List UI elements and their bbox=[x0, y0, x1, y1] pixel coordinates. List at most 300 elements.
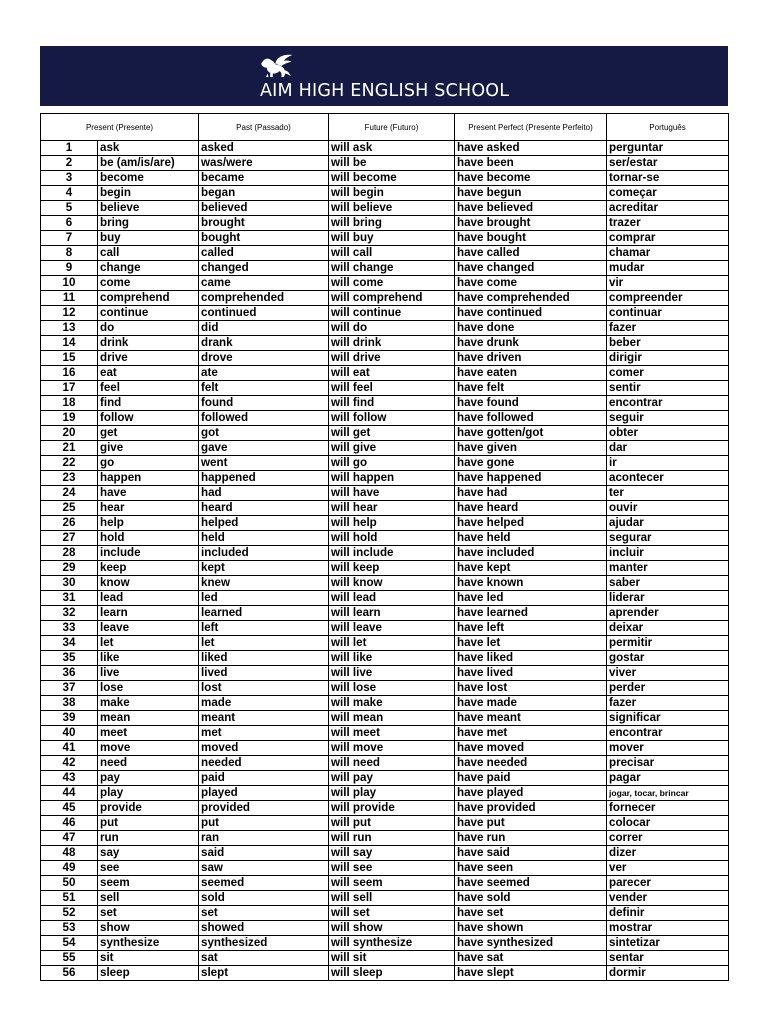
portuguese-cell: viver bbox=[607, 666, 729, 681]
past-cell: had bbox=[199, 486, 329, 501]
verb-conjugation-table bbox=[40, 113, 729, 981]
past-cell: changed bbox=[199, 261, 329, 276]
portuguese-cell: gostar bbox=[607, 651, 729, 666]
past-cell: came bbox=[199, 276, 329, 291]
present-cell: do bbox=[98, 321, 199, 336]
table-row bbox=[41, 636, 729, 651]
row-number: 33 bbox=[41, 621, 98, 636]
future-cell: will lead bbox=[329, 591, 455, 606]
table-row bbox=[41, 291, 729, 306]
present-perfect-cell: have seemed bbox=[455, 876, 607, 891]
portuguese-cell: incluir bbox=[607, 546, 729, 561]
present-perfect-cell: have slept bbox=[455, 966, 607, 981]
present-perfect-cell: have been bbox=[455, 156, 607, 171]
present-perfect-cell: have comprehended bbox=[455, 291, 607, 306]
table-row bbox=[41, 651, 729, 666]
portuguese-cell: encontrar bbox=[607, 396, 729, 411]
present-cell: play bbox=[98, 786, 199, 801]
present-perfect-cell: have learned bbox=[455, 606, 607, 621]
table-row bbox=[41, 741, 729, 756]
portuguese-cell: permitir bbox=[607, 636, 729, 651]
past-cell: met bbox=[199, 726, 329, 741]
table-row bbox=[41, 336, 729, 351]
present-cell: need bbox=[98, 756, 199, 771]
row-number: 29 bbox=[41, 561, 98, 576]
present-cell: buy bbox=[98, 231, 199, 246]
present-perfect-cell: have brought bbox=[455, 216, 607, 231]
present-perfect-cell: have changed bbox=[455, 261, 607, 276]
past-cell: ran bbox=[199, 831, 329, 846]
future-cell: will buy bbox=[329, 231, 455, 246]
portuguese-cell: manter bbox=[607, 561, 729, 576]
present-cell: know bbox=[98, 576, 199, 591]
future-cell: will run bbox=[329, 831, 455, 846]
table-row bbox=[41, 816, 729, 831]
present-perfect-cell: have come bbox=[455, 276, 607, 291]
present-perfect-cell: have bought bbox=[455, 231, 607, 246]
present-perfect-cell: have liked bbox=[455, 651, 607, 666]
future-cell: will help bbox=[329, 516, 455, 531]
future-cell: will make bbox=[329, 696, 455, 711]
present-cell: find bbox=[98, 396, 199, 411]
portuguese-cell: continuar bbox=[607, 306, 729, 321]
past-cell: helped bbox=[199, 516, 329, 531]
present-cell: help bbox=[98, 516, 199, 531]
future-cell: will mean bbox=[329, 711, 455, 726]
row-number: 56 bbox=[41, 966, 98, 981]
portuguese-cell: mover bbox=[607, 741, 729, 756]
past-cell: provided bbox=[199, 801, 329, 816]
table-row bbox=[41, 411, 729, 426]
row-number: 21 bbox=[41, 441, 98, 456]
present-cell: feel bbox=[98, 381, 199, 396]
portuguese-cell: encontrar bbox=[607, 726, 729, 741]
past-cell: put bbox=[199, 816, 329, 831]
future-cell: will go bbox=[329, 456, 455, 471]
portuguese-cell: perder bbox=[607, 681, 729, 696]
present-cell: call bbox=[98, 246, 199, 261]
portuguese-cell: fazer bbox=[607, 321, 729, 336]
present-perfect-cell: have said bbox=[455, 846, 607, 861]
table-row bbox=[41, 186, 729, 201]
row-number: 14 bbox=[41, 336, 98, 351]
portuguese-cell: dizer bbox=[607, 846, 729, 861]
table-row bbox=[41, 501, 729, 516]
winged-lion-icon bbox=[260, 52, 294, 80]
future-cell: will get bbox=[329, 426, 455, 441]
present-perfect-cell: have provided bbox=[455, 801, 607, 816]
present-perfect-cell: have left bbox=[455, 621, 607, 636]
present-perfect-cell: have run bbox=[455, 831, 607, 846]
table-row bbox=[41, 561, 729, 576]
future-cell: will know bbox=[329, 576, 455, 591]
table-row bbox=[41, 351, 729, 366]
portuguese-cell: mostrar bbox=[607, 921, 729, 936]
future-cell: will comprehend bbox=[329, 291, 455, 306]
present-perfect-cell: have set bbox=[455, 906, 607, 921]
portuguese-cell: sintetizar bbox=[607, 936, 729, 951]
row-number: 6 bbox=[41, 216, 98, 231]
future-cell: will move bbox=[329, 741, 455, 756]
present-cell: have bbox=[98, 486, 199, 501]
past-cell: drove bbox=[199, 351, 329, 366]
present-perfect-cell: have given bbox=[455, 441, 607, 456]
table-row bbox=[41, 231, 729, 246]
present-perfect-cell: have heard bbox=[455, 501, 607, 516]
present-perfect-cell: have believed bbox=[455, 201, 607, 216]
present-perfect-cell: have seen bbox=[455, 861, 607, 876]
portuguese-cell: parecer bbox=[607, 876, 729, 891]
portuguese-cell: obter bbox=[607, 426, 729, 441]
table-row bbox=[41, 396, 729, 411]
past-cell: set bbox=[199, 906, 329, 921]
future-cell: will change bbox=[329, 261, 455, 276]
present-perfect-cell: have driven bbox=[455, 351, 607, 366]
present-cell: meet bbox=[98, 726, 199, 741]
present-cell: live bbox=[98, 666, 199, 681]
row-number: 39 bbox=[41, 711, 98, 726]
present-perfect-cell: have let bbox=[455, 636, 607, 651]
present-perfect-cell: have had bbox=[455, 486, 607, 501]
table-row bbox=[41, 486, 729, 501]
table-row bbox=[41, 381, 729, 396]
column-header-portuguese: Português bbox=[607, 114, 729, 141]
row-number: 32 bbox=[41, 606, 98, 621]
portuguese-cell: aprender bbox=[607, 606, 729, 621]
portuguese-cell: segurar bbox=[607, 531, 729, 546]
future-cell: will begin bbox=[329, 186, 455, 201]
present-cell: put bbox=[98, 816, 199, 831]
present-cell: learn bbox=[98, 606, 199, 621]
past-cell: made bbox=[199, 696, 329, 711]
row-number: 55 bbox=[41, 951, 98, 966]
past-cell: liked bbox=[199, 651, 329, 666]
row-number: 4 bbox=[41, 186, 98, 201]
present-cell: say bbox=[98, 846, 199, 861]
future-cell: will see bbox=[329, 861, 455, 876]
past-cell: gave bbox=[199, 441, 329, 456]
row-number: 53 bbox=[41, 921, 98, 936]
past-cell: continued bbox=[199, 306, 329, 321]
future-cell: will say bbox=[329, 846, 455, 861]
past-cell: let bbox=[199, 636, 329, 651]
table-row bbox=[41, 516, 729, 531]
future-cell: will sleep bbox=[329, 966, 455, 981]
table-row bbox=[41, 306, 729, 321]
row-number: 10 bbox=[41, 276, 98, 291]
table-row bbox=[41, 846, 729, 861]
past-cell: found bbox=[199, 396, 329, 411]
future-cell: will meet bbox=[329, 726, 455, 741]
past-cell: led bbox=[199, 591, 329, 606]
table-row bbox=[41, 801, 729, 816]
portuguese-cell: liderar bbox=[607, 591, 729, 606]
past-cell: slept bbox=[199, 966, 329, 981]
portuguese-cell: mudar bbox=[607, 261, 729, 276]
row-number: 50 bbox=[41, 876, 98, 891]
past-cell: happened bbox=[199, 471, 329, 486]
future-cell: will set bbox=[329, 906, 455, 921]
past-cell: asked bbox=[199, 141, 329, 156]
portuguese-cell: acreditar bbox=[607, 201, 729, 216]
table-row bbox=[41, 426, 729, 441]
present-perfect-cell: have drunk bbox=[455, 336, 607, 351]
row-number: 38 bbox=[41, 696, 98, 711]
table-row bbox=[41, 621, 729, 636]
future-cell: will happen bbox=[329, 471, 455, 486]
present-perfect-cell: have paid bbox=[455, 771, 607, 786]
present-cell: show bbox=[98, 921, 199, 936]
table-row bbox=[41, 951, 729, 966]
future-cell: will believe bbox=[329, 201, 455, 216]
row-number: 43 bbox=[41, 771, 98, 786]
present-cell: lead bbox=[98, 591, 199, 606]
past-cell: kept bbox=[199, 561, 329, 576]
present-cell: set bbox=[98, 906, 199, 921]
row-number: 23 bbox=[41, 471, 98, 486]
future-cell: will ask bbox=[329, 141, 455, 156]
future-cell: will pay bbox=[329, 771, 455, 786]
present-cell: comprehend bbox=[98, 291, 199, 306]
table-row bbox=[41, 771, 729, 786]
row-number: 42 bbox=[41, 756, 98, 771]
row-number: 54 bbox=[41, 936, 98, 951]
table-row bbox=[41, 156, 729, 171]
table-row bbox=[41, 171, 729, 186]
table-row bbox=[41, 726, 729, 741]
row-number: 16 bbox=[41, 366, 98, 381]
table-row bbox=[41, 576, 729, 591]
row-number: 25 bbox=[41, 501, 98, 516]
present-cell: sleep bbox=[98, 966, 199, 981]
portuguese-cell: dormir bbox=[607, 966, 729, 981]
row-number: 7 bbox=[41, 231, 98, 246]
row-number: 31 bbox=[41, 591, 98, 606]
present-perfect-cell: have lived bbox=[455, 666, 607, 681]
column-header-future: Future (Futuro) bbox=[329, 114, 455, 141]
present-cell: become bbox=[98, 171, 199, 186]
present-perfect-cell: have continued bbox=[455, 306, 607, 321]
present-cell: seem bbox=[98, 876, 199, 891]
future-cell: will need bbox=[329, 756, 455, 771]
row-number: 15 bbox=[41, 351, 98, 366]
future-cell: will become bbox=[329, 171, 455, 186]
row-number: 47 bbox=[41, 831, 98, 846]
past-cell: seemed bbox=[199, 876, 329, 891]
present-cell: make bbox=[98, 696, 199, 711]
present-cell: hold bbox=[98, 531, 199, 546]
row-number: 35 bbox=[41, 651, 98, 666]
past-cell: paid bbox=[199, 771, 329, 786]
table-row bbox=[41, 201, 729, 216]
portuguese-cell: ajudar bbox=[607, 516, 729, 531]
row-number: 13 bbox=[41, 321, 98, 336]
future-cell: will keep bbox=[329, 561, 455, 576]
present-cell: synthesize bbox=[98, 936, 199, 951]
future-cell: will synthesize bbox=[329, 936, 455, 951]
present-cell: hear bbox=[98, 501, 199, 516]
present-perfect-cell: have put bbox=[455, 816, 607, 831]
table-row bbox=[41, 591, 729, 606]
present-cell: eat bbox=[98, 366, 199, 381]
row-number: 51 bbox=[41, 891, 98, 906]
future-cell: will sell bbox=[329, 891, 455, 906]
present-cell: see bbox=[98, 861, 199, 876]
portuguese-cell: perguntar bbox=[607, 141, 729, 156]
past-cell: began bbox=[199, 186, 329, 201]
portuguese-cell: correr bbox=[607, 831, 729, 846]
row-number: 40 bbox=[41, 726, 98, 741]
present-cell: lose bbox=[98, 681, 199, 696]
portuguese-cell: ouvir bbox=[607, 501, 729, 516]
table-row bbox=[41, 141, 729, 156]
past-cell: felt bbox=[199, 381, 329, 396]
table-row bbox=[41, 531, 729, 546]
present-perfect-cell: have sat bbox=[455, 951, 607, 966]
present-cell: continue bbox=[98, 306, 199, 321]
present-cell: get bbox=[98, 426, 199, 441]
portuguese-cell: sentir bbox=[607, 381, 729, 396]
table-row bbox=[41, 321, 729, 336]
future-cell: will like bbox=[329, 651, 455, 666]
column-header-past: Past (Passado) bbox=[199, 114, 329, 141]
present-cell: drive bbox=[98, 351, 199, 366]
row-number: 11 bbox=[41, 291, 98, 306]
present-perfect-cell: have gotten/got bbox=[455, 426, 607, 441]
row-number: 22 bbox=[41, 456, 98, 471]
table-row bbox=[41, 861, 729, 876]
future-cell: will hear bbox=[329, 501, 455, 516]
present-perfect-cell: have held bbox=[455, 531, 607, 546]
present-cell: go bbox=[98, 456, 199, 471]
future-cell: will call bbox=[329, 246, 455, 261]
portuguese-cell: pagar bbox=[607, 771, 729, 786]
past-cell: ate bbox=[199, 366, 329, 381]
present-perfect-cell: have called bbox=[455, 246, 607, 261]
present-cell: like bbox=[98, 651, 199, 666]
row-number: 36 bbox=[41, 666, 98, 681]
past-cell: sat bbox=[199, 951, 329, 966]
past-cell: sold bbox=[199, 891, 329, 906]
row-number: 9 bbox=[41, 261, 98, 276]
table-row bbox=[41, 441, 729, 456]
present-cell: leave bbox=[98, 621, 199, 636]
portuguese-cell: chamar bbox=[607, 246, 729, 261]
row-number: 3 bbox=[41, 171, 98, 186]
past-cell: bought bbox=[199, 231, 329, 246]
row-number: 45 bbox=[41, 801, 98, 816]
portuguese-cell: fazer bbox=[607, 696, 729, 711]
portuguese-cell: ir bbox=[607, 456, 729, 471]
present-cell: come bbox=[98, 276, 199, 291]
past-cell: went bbox=[199, 456, 329, 471]
portuguese-cell: dirigir bbox=[607, 351, 729, 366]
portuguese-cell: começar bbox=[607, 186, 729, 201]
table-row bbox=[41, 921, 729, 936]
portuguese-cell: definir bbox=[607, 906, 729, 921]
present-cell: bring bbox=[98, 216, 199, 231]
table-row bbox=[41, 696, 729, 711]
table-row bbox=[41, 966, 729, 981]
future-cell: will eat bbox=[329, 366, 455, 381]
present-perfect-cell: have found bbox=[455, 396, 607, 411]
past-cell: lived bbox=[199, 666, 329, 681]
present-perfect-cell: have needed bbox=[455, 756, 607, 771]
past-cell: saw bbox=[199, 861, 329, 876]
present-perfect-cell: have made bbox=[455, 696, 607, 711]
present-cell: let bbox=[98, 636, 199, 651]
row-number: 27 bbox=[41, 531, 98, 546]
future-cell: will sit bbox=[329, 951, 455, 966]
present-cell: include bbox=[98, 546, 199, 561]
row-number: 20 bbox=[41, 426, 98, 441]
past-cell: drank bbox=[199, 336, 329, 351]
row-number: 30 bbox=[41, 576, 98, 591]
row-number: 1 bbox=[41, 141, 98, 156]
past-cell: needed bbox=[199, 756, 329, 771]
present-cell: keep bbox=[98, 561, 199, 576]
table-row bbox=[41, 936, 729, 951]
school-name: AIM HIGH ENGLISH SCHOOL bbox=[260, 81, 510, 101]
portuguese-cell: colocar bbox=[607, 816, 729, 831]
row-number: 8 bbox=[41, 246, 98, 261]
present-perfect-cell: have eaten bbox=[455, 366, 607, 381]
portuguese-cell: comer bbox=[607, 366, 729, 381]
portuguese-cell: jogar, tocar, brincar bbox=[607, 786, 729, 801]
future-cell: will bring bbox=[329, 216, 455, 231]
present-cell: run bbox=[98, 831, 199, 846]
portuguese-cell: compreender bbox=[607, 291, 729, 306]
table-row bbox=[41, 756, 729, 771]
portuguese-cell: vir bbox=[607, 276, 729, 291]
future-cell: will put bbox=[329, 816, 455, 831]
past-cell: brought bbox=[199, 216, 329, 231]
past-cell: became bbox=[199, 171, 329, 186]
future-cell: will be bbox=[329, 156, 455, 171]
past-cell: played bbox=[199, 786, 329, 801]
present-perfect-cell: have known bbox=[455, 576, 607, 591]
row-number: 19 bbox=[41, 411, 98, 426]
portuguese-cell: vender bbox=[607, 891, 729, 906]
column-header-present-perfect: Present Perfect (Presente Perfeito) bbox=[455, 114, 607, 141]
portuguese-cell: significar bbox=[607, 711, 729, 726]
table-row bbox=[41, 666, 729, 681]
past-cell: got bbox=[199, 426, 329, 441]
past-cell: heard bbox=[199, 501, 329, 516]
portuguese-cell: sentar bbox=[607, 951, 729, 966]
table-header-row bbox=[41, 114, 729, 141]
present-cell: drink bbox=[98, 336, 199, 351]
present-perfect-cell: have felt bbox=[455, 381, 607, 396]
future-cell: will show bbox=[329, 921, 455, 936]
table-row bbox=[41, 906, 729, 921]
row-number: 5 bbox=[41, 201, 98, 216]
table-row bbox=[41, 681, 729, 696]
portuguese-cell: saber bbox=[607, 576, 729, 591]
past-cell: was/were bbox=[199, 156, 329, 171]
future-cell: will include bbox=[329, 546, 455, 561]
present-cell: believe bbox=[98, 201, 199, 216]
present-perfect-cell: have moved bbox=[455, 741, 607, 756]
present-perfect-cell: have lost bbox=[455, 681, 607, 696]
table-row bbox=[41, 546, 729, 561]
table-row bbox=[41, 786, 729, 801]
row-number: 41 bbox=[41, 741, 98, 756]
portuguese-cell: tornar-se bbox=[607, 171, 729, 186]
future-cell: will lose bbox=[329, 681, 455, 696]
future-cell: will play bbox=[329, 786, 455, 801]
header-banner bbox=[40, 46, 728, 106]
